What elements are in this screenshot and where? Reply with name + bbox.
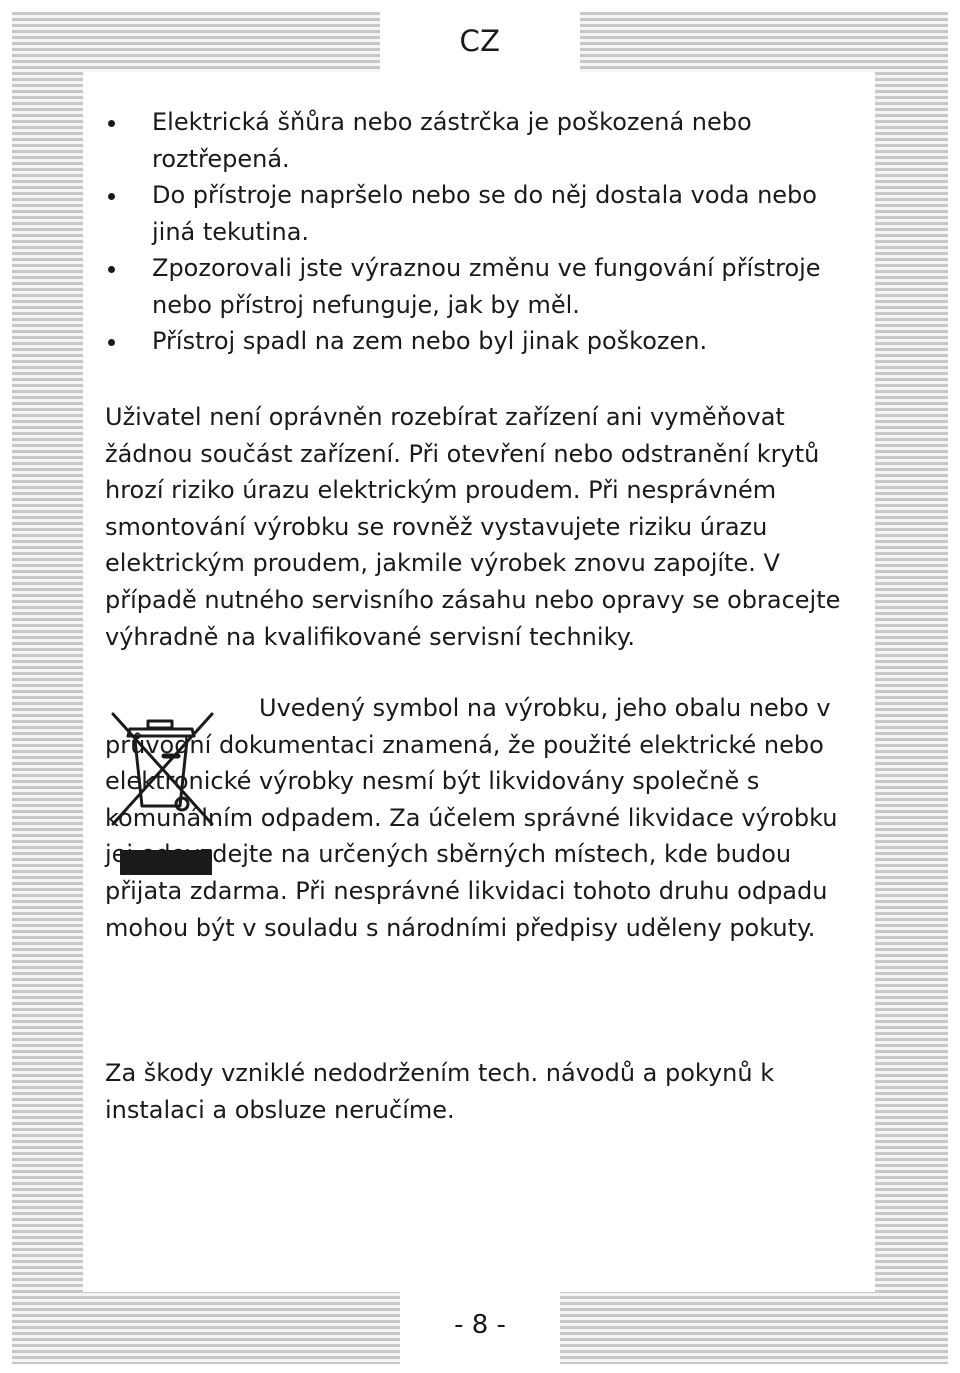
bullet-icon	[108, 339, 115, 346]
bullet-icon	[108, 120, 115, 127]
liability-paragraph: Za škody vzniklé nedodržením tech. návodů a pokynů k instalaci a obsluze neručíme.	[105, 1059, 775, 1124]
bullet-icon	[108, 266, 115, 273]
list-item-text: Elektrická šňůra nebo zástrčka je poškozená nebo roztřepená.	[152, 108, 752, 173]
disassembly-warning-paragraph: Uživatel není oprávněn rozebírat zařízení ani vyměňovat žádnou součást zařízení. Při otevření nebo odstranění krytů hrozí riziko úrazu elektrickým proudem. Při nesprávném smontování výrobku se rovněž vystavujete riziku úrazu elektrickým proudem, jakmile výrobek znovu zapojíte. V případě nutného servisního zásahu nebo opravy se obracejte výhradně na kvalifikované servisní techniky.	[105, 403, 841, 651]
disposal-paragraph: Uvedený symbol na výrobku, jeho obalu nebo v průvodní dokumentaci znamená, že použité elektrické nebo elektronické výrobky nesmí být likvidovány společně s komunálním odpadem. Za účelem správné likvidace výrobku jej odevzdejte na určených sběrných místech, kde budou přijata zdarma. Při nesprávné likvidaci tohoto druhu odpadu mohou být v souladu s národními předpisy uděleny pokuty.	[105, 694, 838, 942]
language-code: CZ	[459, 24, 501, 58]
list-item-text: Zpozorovali jste výraznou změnu ve fungování přístroje nebo přístroj nefunguje, jak by měl.	[152, 254, 821, 319]
bullet-icon	[108, 193, 115, 200]
list-item	[104, 250, 844, 323]
page-number: - 8 -	[454, 1310, 506, 1340]
safety-bullet-list	[104, 104, 844, 360]
list-item-text: Přístroj spadl na zem nebo byl jinak poškozen.	[152, 327, 708, 355]
list-item	[104, 323, 844, 360]
list-item-text: Do přístroje napršelo nebo se do něj dostala voda nebo jiná tekutina.	[152, 181, 817, 246]
list-item	[104, 104, 844, 177]
list-item	[104, 177, 844, 250]
